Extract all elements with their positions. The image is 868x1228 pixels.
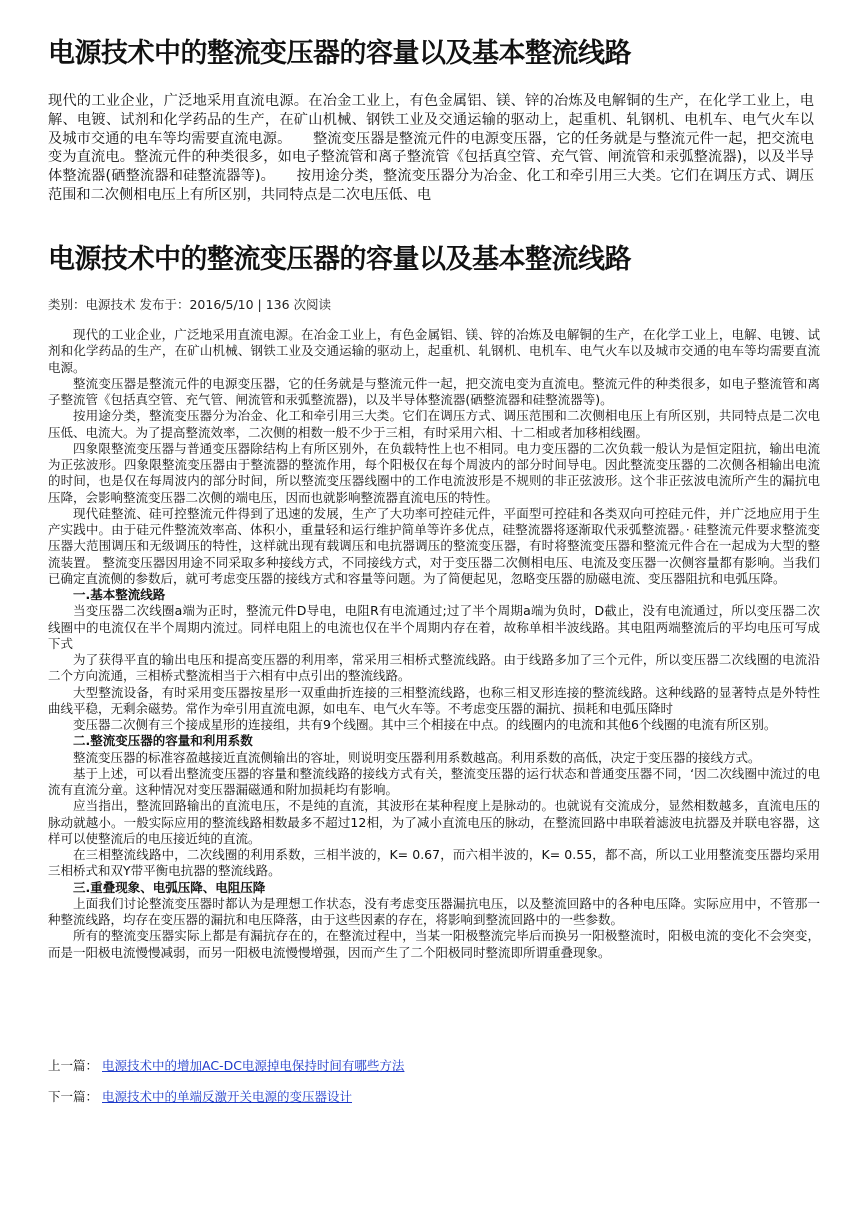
article-paragraph: 应当指出，整流回路输出的直流电压，不是纯的直流，其波形在某种程度上是脉动的。也就说有交流成分，显然相数越多，直流电压的脉动就越小。一般实际应用的整流线路相数最多不超过12相，为了减小直流电压的脉动，在整流回路中串联着滤波电抗器及并联电容器，这样可以使整流后的电压接近纯的直流。 bbox=[48, 798, 820, 846]
article-paragraph: 整流变压器是整流元件的电源变压器，它的任务就是与整流元件一起，把交流电变为直流电。整流元件的种类很多，如电子整流管和离子整流管《包括真空管、充气管、闸流管和汞弧整流器)，以及半导体整流器(硒整流器和硅整流器等)。 bbox=[48, 375, 820, 407]
prev-article-nav bbox=[48, 1056, 404, 1074]
section-heading: 二.整流变压器的容量和利用系数 bbox=[73, 733, 253, 749]
next-article-label: 下一篇： bbox=[48, 1089, 99, 1104]
article-paragraph: 在三相整流线路中，二次线圈的利用系数，三相半波的，K= 0.67，而六相半波的，K= 0.55，都不高，所以工业用整流变压器均采用三相桥式和双Y带平衡电抗器的整流线路。 bbox=[48, 847, 820, 879]
article-paragraph: 按用途分类，整流变压器分为冶金、化工和牵引用三大类。它们在调压方式、调压范围和二次侧相电压上有所区别，共同特点是二次电压低、电流大。为了提高整流效率，二次侧的相数一般不少于三相，有时采用六相、十二相或者加移相线圈。 bbox=[48, 408, 820, 440]
next-article-nav bbox=[48, 1087, 352, 1105]
page-title: 电源技术中的整流变压器的容量以及基本整流线路 bbox=[48, 38, 631, 69]
article-paragraph: 大型整流设备，有时采用变压器按星形一双重曲折连接的三相整流线路，也称三相叉形连接的整流线路。这种线路的显著特点是外特性曲线平稳，无剩余磁势。常作为牵引用直流电源，如电车、电气火车等。不考虑变压器的漏抗、损耗和电弧压降时 bbox=[48, 684, 820, 716]
article-paragraph: 变压器二次侧有三个接成星形的连接组，共有9个线圈。其中三个相接在中点。的线圈内的电流和其他6个线圈的电流有所区别。 bbox=[73, 717, 777, 732]
article-paragraph: 基于上述，可以看出整流变压器的容量和整流线路的接线方式有关，整流变压器的运行状态和普通变压器不同，‘因二次线圈中流过的电流有直流分童。这种情况对变压器漏磁通和附加损耗均有影响。 bbox=[48, 765, 820, 797]
section-heading: 三.重叠现象、电弧压降、电阻压降 bbox=[73, 879, 266, 895]
section-heading: 一.基本整流线路 bbox=[73, 587, 166, 602]
article-paragraph: 整流变压器的标准容盈越接近直流侧输出的容址，则说明变压器利用系数越高。利用系数的高低，决定于变压器的接线方式。 bbox=[73, 749, 761, 765]
article-paragraph: 四象限整流变压器与普通变压器除结构上有所区别外，在负载特性上也不相同。电力变压器的二次负载一般认为是恒定阻抗，输出电流为正弦波形。四象限整流变压器由于整流器的整流作用，每个阳极仅在每个周波内的部分时间导电。因此整流变压器的二次侧各相输出电流的时间，也是仅在每周波内的部分时间，所以整流变压器线圈中的工作电流波形是不规则的非正弦波形。这个非正弦波电流所产生的漏抗电压降，会影响整流变压器二次侧的端电压，因而也就影响整流器直流电压的特性。 bbox=[48, 440, 820, 505]
article-paragraph: 当变压器二次线圈a端为正时，整流元件D导电，电阻R有电流通过;过了半个周期a端为负时，D截止，没有电流通过，所以变压器二次线圈中的电流仅在半个周期内流过。同样电阻上的电流也仅在半个周期内存在着，故称单相半波线路。其电阻两端整流后的平均电压可写成下式 bbox=[48, 603, 820, 651]
next-article-link[interactable]: 电源技术中的单端反激开关电源的变压器设计 bbox=[102, 1089, 353, 1104]
article-title: 电源技术中的整流变压器的容量以及基本整流线路 bbox=[48, 244, 631, 275]
prev-article-link[interactable]: 电源技术中的增加AC-DC电源掉电保持时间有哪些方法 bbox=[102, 1058, 405, 1073]
article-paragraph: 为了获得平直的输出电压和提高变压器的利用率，常采用三相桥式整流线路。由于线路多加了三个元件，所以变压器二次线圈的电流沿二个方向流通，三相桥式整流相当于六相有中点引出的整流线路。 bbox=[48, 652, 820, 684]
prev-article-label: 上一篇： bbox=[48, 1058, 99, 1073]
article-body bbox=[48, 327, 820, 961]
article-paragraph: 上面我们讨论整流变压器时都认为是理想工作状态，没有考虑变压器漏抗电压，以及整流回路中的各种电压降。实际应用中，不管那一种整流线路，均存在变压器的漏抗和电压降落，由于这些因素的存在，将影响到整流回路中的一些参数。 bbox=[48, 895, 820, 927]
summary-text: 现代的工业企业，广泛地采用直流电源。在冶金工业上，有色金属铝、镁、锌的冶炼及电解铜的生产，在化学工业上，电解、电镀、试剂和化学药品的生产，在矿山机械、钢铁工业及交通运输的驱动上，起重机、轧钢机、电机车、电气火车以及城市交通的电车等均需要直流电源。 整流变压器是整流元件的电源变压器，它的任务就是与整流元件一起，把交流电变为直流电。整流元件的种类很多，如电子整流管和离子整流管《包括真空管、充气管、闸流管和汞弧整流器)，以及半导体整流器(硒整流器和硅整流器等)。 按用途分类，整流变压器分为冶金、化工和牵引用三大类。它们在调压方式、调压范围和二次侧相电压上有所区别，共同特点是二次电压低、电 bbox=[48, 93, 814, 203]
article-paragraph: 现代硅整流、硅可控整流元件得到了迅速的发展，生产了大功率可控硅元件，平面型可控硅和各类双向可控硅元件，并广泛地应用于生产实践中。由于硅元件整流效率高、体积小，重量轻和运行维护简单等许多优点，硅整流器将逐渐取代汞弧整流器。· 硅整流元件要求整流变压器大范围调压和无级调压的特性，这样就出现有载调压和电抗器调压的整流变压器，有时将整流变压器和整流元件合在一起成为大型的整流装置。 整流变压器因用途不同采取多种接线方式，不同接线方式，对于变压器二次侧相电压、电流及变压器一次侧容量都有影响。当我们已确定直流侧的参数后，就可考虑变压器的接线方式和容量等问题。为了简便起见，忽略变压器的励磁电流、变压器阻抗和电弧压降。 bbox=[48, 505, 820, 586]
article-paragraph: 所有的整流变压器实际上都是有漏抗存在的，在整流过程中，当某一阳极整流完毕后而换另一阳极整流时，阳极电流的变化不会突变，而是一阳极电流慢慢减弱，而另一阳极电流慢慢增强，因而产生了二个阳极同时整流即所谓重叠现象。 bbox=[48, 928, 820, 960]
article-paragraph: 现代的工业企业，广泛地采用直流电源。在冶金工业上，有色金属铝、镁、锌的冶炼及电解铜的生产，在化学工业上，电解、电镀、试剂和化学药品的生产，在矿山机械、钢铁工业及交通运输的驱动上，起重机、轧钢机、电机车、电气火车以及城市交通的电车等均需要直流电源。 bbox=[48, 327, 820, 375]
article-meta: 类别：电源技术 发布于：2016/5/10 | 136 次阅读 bbox=[48, 297, 332, 312]
